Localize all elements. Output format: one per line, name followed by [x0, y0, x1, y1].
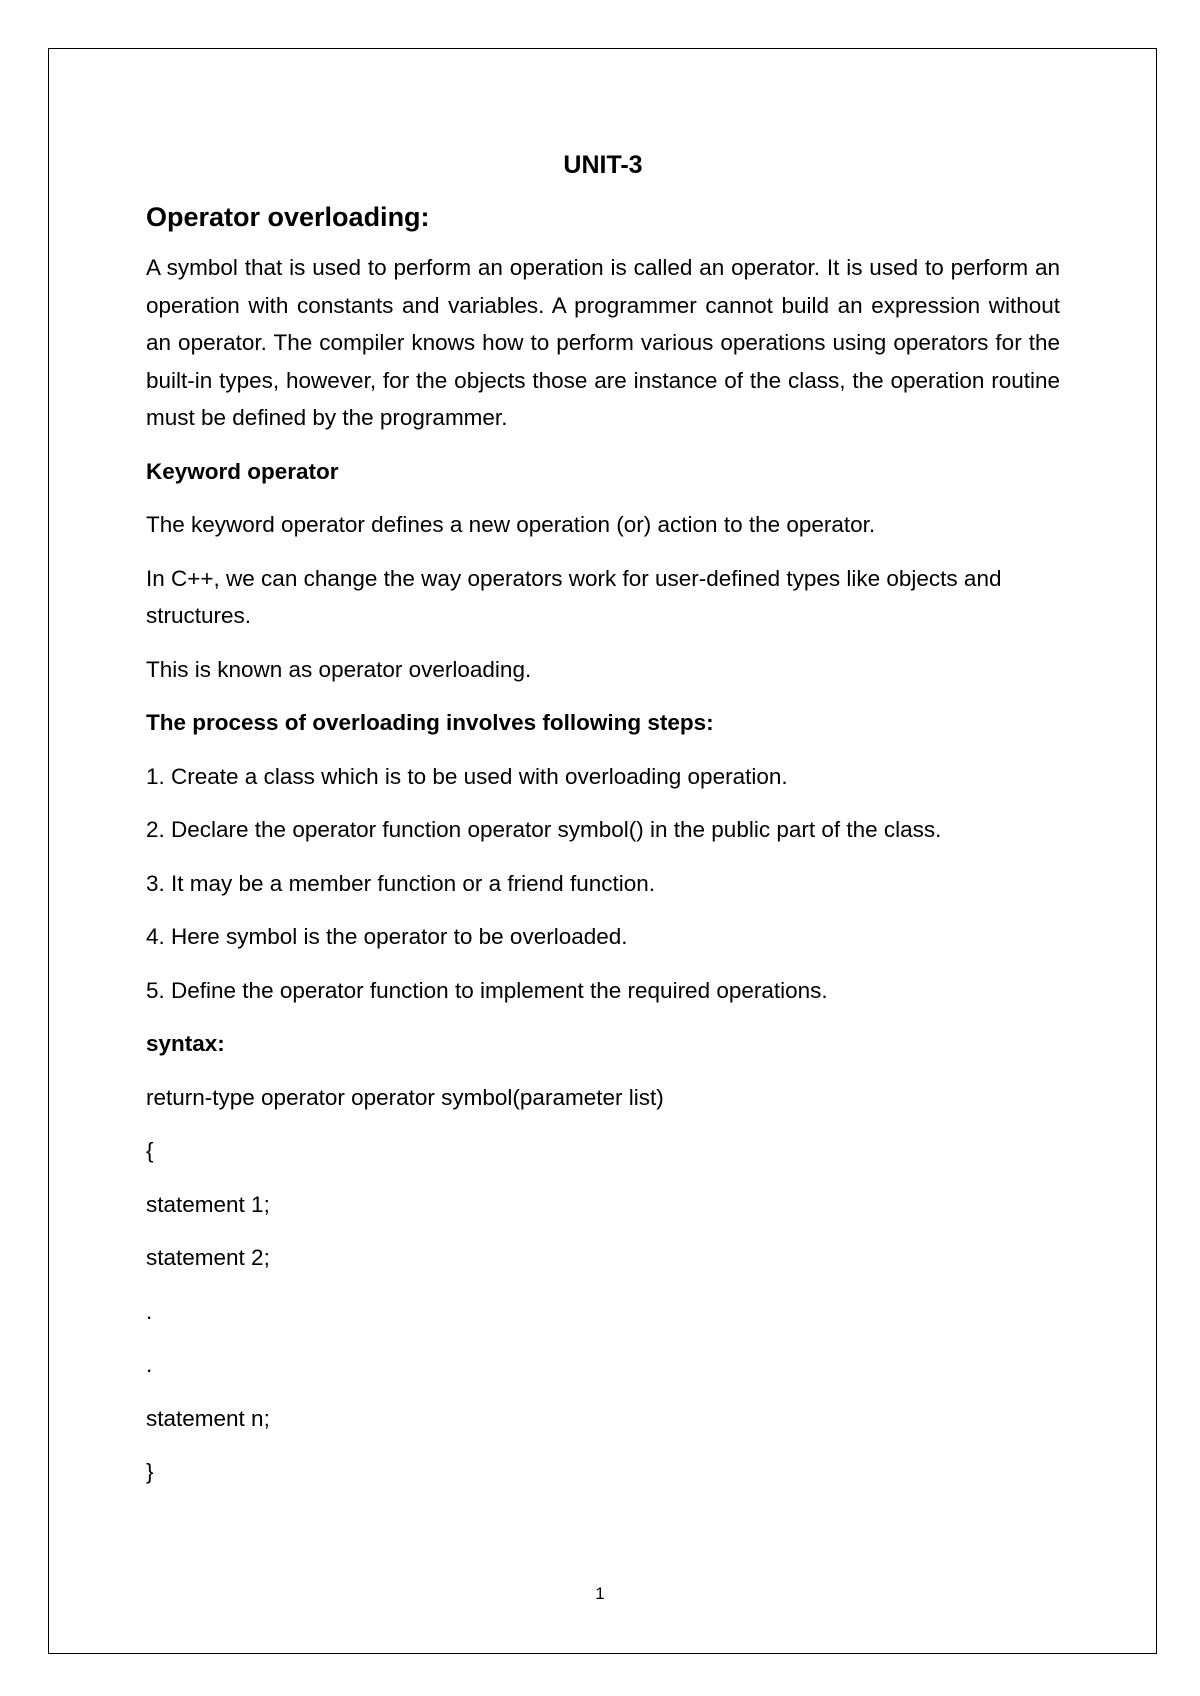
keyword-definition: The keyword operator defines a new operation (or) action to the operator.	[146, 512, 876, 537]
step-item: 1. Create a class which is to be used with overloading operation.	[146, 763, 788, 789]
cpp-paragraph: In C++, we can change the way operators work for user-defined types like objects and structures.	[146, 565, 1002, 628]
syntax-line: return-type operator operator symbol(parameter list)	[146, 1084, 664, 1110]
intro-paragraph: A symbol that is used to perform an operation is called an operator. It is used to perform an operation with constants and variables. A programmer cannot build an expression without an operator. The compiler knows how to perform various operations using operators for the built-in types, however, for the objects those are instance of the class, the operation routine must be defined by the programmer.	[146, 255, 1060, 430]
document-body	[146, 150, 1060, 1507]
page-number: 1	[595, 1584, 605, 1603]
unit-title: UNIT-3	[563, 151, 643, 179]
syntax-heading: syntax:	[146, 1031, 225, 1056]
section-title: Operator overloading:	[146, 202, 430, 232]
syntax-line: statement 2;	[146, 1245, 270, 1270]
syntax-line: statement 1;	[146, 1191, 270, 1217]
step-item: 4. Here symbol is the operator to be overloaded.	[146, 924, 628, 949]
syntax-line: statement n;	[146, 1405, 270, 1431]
syntax-line: }	[146, 1459, 154, 1484]
known-as-text: This is known as operator overloading.	[146, 656, 532, 682]
steps-heading: The process of overloading involves following steps:	[146, 710, 714, 735]
syntax-line: {	[146, 1138, 154, 1163]
syntax-line: .	[146, 1352, 153, 1377]
syntax-line: .	[146, 1298, 153, 1324]
step-item: 2. Declare the operator function operator symbol() in the public part of the class.	[146, 817, 942, 842]
step-item: 5. Define the operator function to implement the required operations.	[146, 977, 828, 1003]
keyword-heading: Keyword operator	[146, 458, 339, 484]
step-item: 3. It may be a member function or a friend function.	[146, 870, 656, 896]
